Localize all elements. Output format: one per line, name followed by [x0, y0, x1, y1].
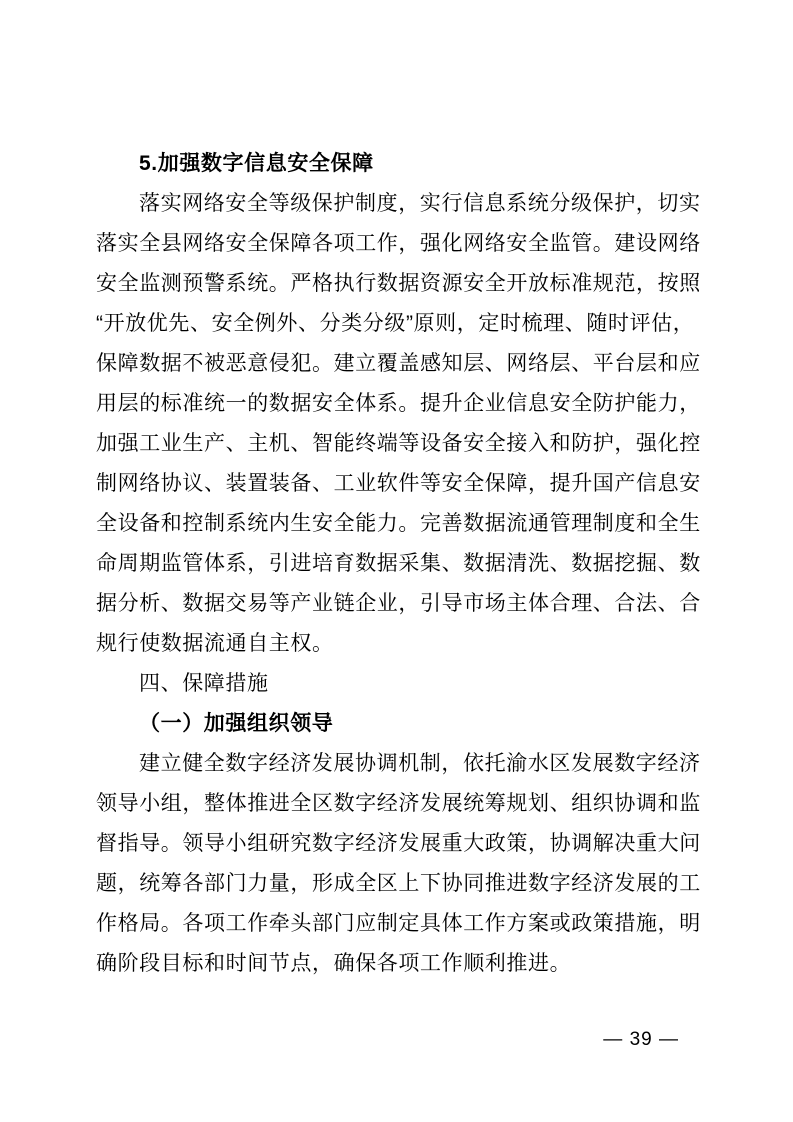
- para1-line: 落实网络安全等级保护制度，实行信息系统分级保护，切实: [139, 192, 701, 215]
- para2-line: 作格局。各项工作牵头部门应制定具体工作方案或政策措施，明: [96, 912, 701, 935]
- para1-line: 落实全县网络安全保障各项工作，强化网络安全监管。建设网络: [96, 232, 701, 255]
- para1-line: “开放优先、安全例外、分类分级”原则，定时梳理、随时评估，: [96, 312, 695, 335]
- para2-line: 建立健全数字经济发展协调机制，依托渝水区发展数字经济: [139, 752, 701, 775]
- para1-line: 据分析、数据交易等产业链企业，引导市场主体合理、合法、合: [96, 592, 701, 615]
- para1-line: 加强工业生产、主机、智能终端等设备安全接入和防护，强化控: [96, 432, 701, 455]
- page-number: — 39 —: [603, 1029, 679, 1050]
- para2-line: 领导小组，整体推进全区数字经济发展统筹规划、组织协调和监: [96, 792, 701, 815]
- subsection-heading: （一）加强组织领导: [139, 712, 334, 735]
- para2-line: 督指导。领导小组研究数字经济发展重大政策，协调解决重大问: [96, 832, 701, 855]
- document-body: [96, 144, 736, 984]
- para1-line: 规行使数据流通自主权。: [96, 632, 334, 655]
- para1-line: 用层的标准统一的数据安全体系。提升企业信息安全防护能力，: [96, 392, 701, 415]
- para1-line: 命周期监管体系，引进培育数据采集、数据清洗、数据挖掘、数: [96, 552, 701, 575]
- para1-line: 保障数据不被恶意侵犯。建立覆盖感知层、网络层、平台层和应: [96, 352, 701, 375]
- section-heading: 四、保障措施: [139, 672, 269, 695]
- heading-5: 5.加强数字信息安全保障: [139, 152, 374, 175]
- para1-line: 全设备和控制系统内生安全能力。完善数据流通管理制度和全生: [96, 512, 701, 535]
- para1-line: 安全监测预警系统。严格执行数据资源安全开放标准规范，按照: [96, 272, 701, 295]
- para1-line: 制网络协议、装置装备、工业软件等安全保障，提升国产信息安: [96, 472, 701, 495]
- para2-line: 题，统筹各部门力量，形成全区上下协同推进数字经济发展的工: [96, 872, 701, 895]
- para2-line: 确阶段目标和时间节点，确保各项工作顺利推进。: [96, 952, 572, 975]
